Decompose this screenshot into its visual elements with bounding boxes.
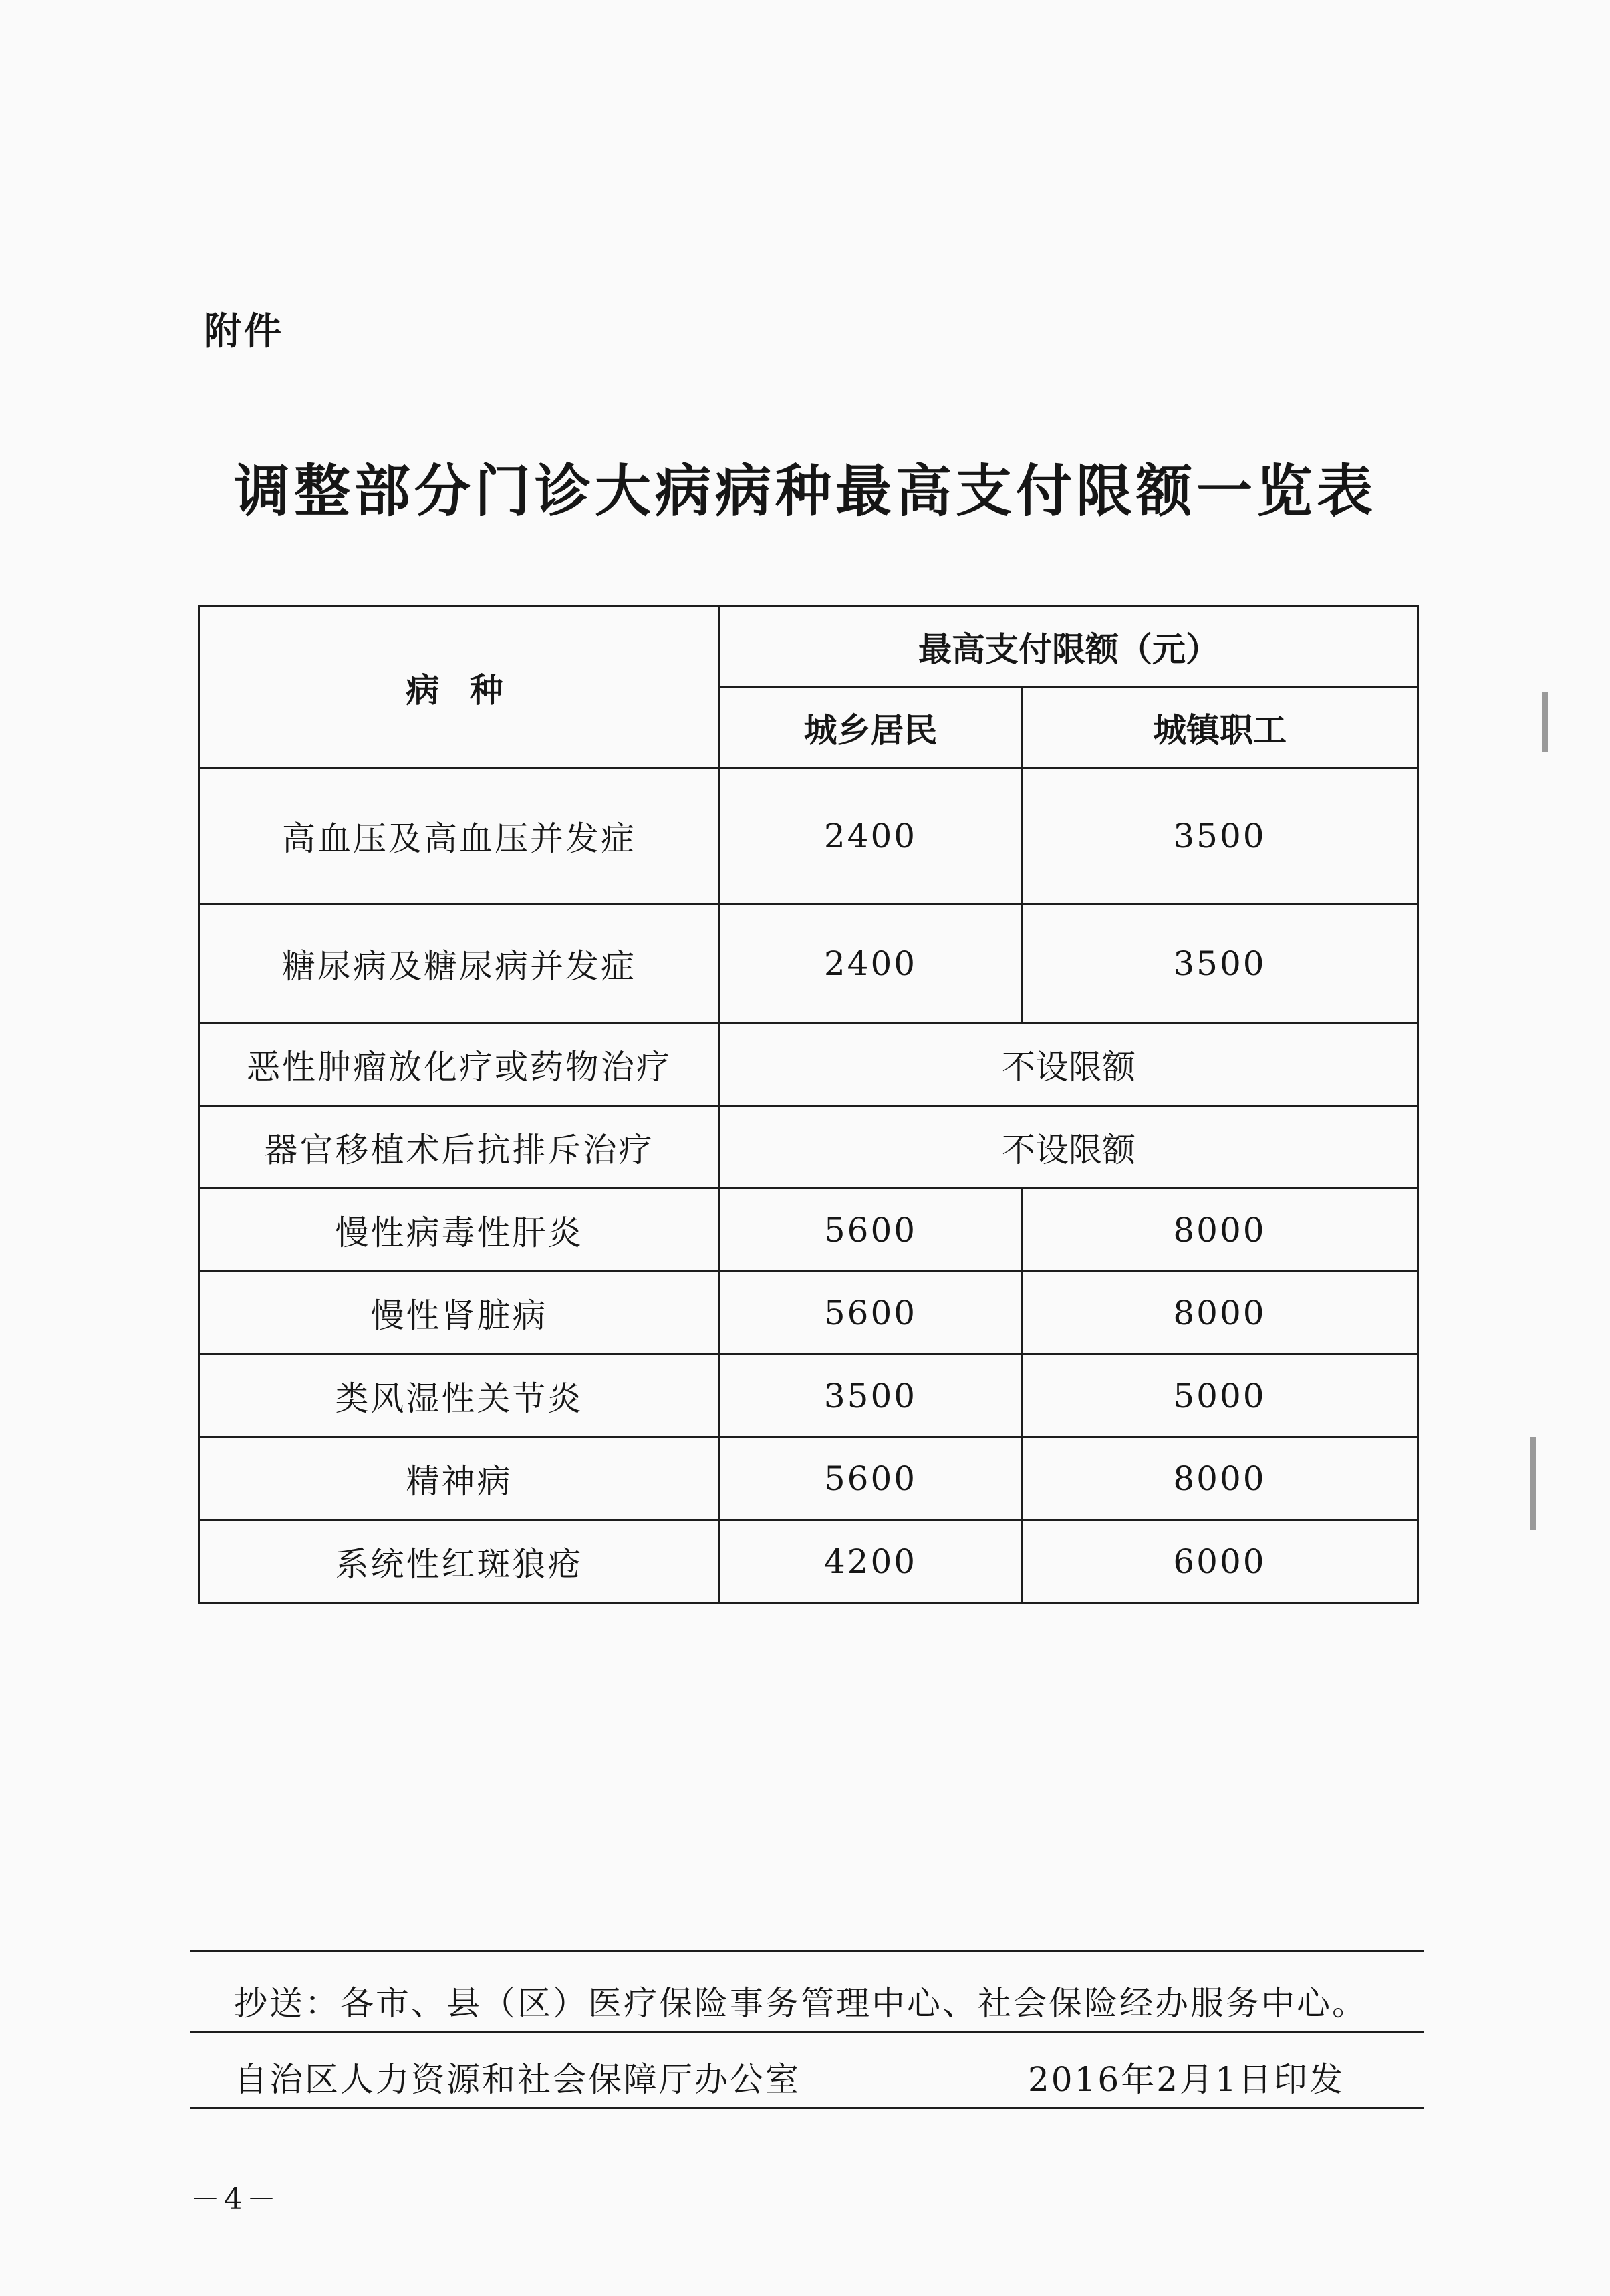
table-row xyxy=(199,1189,1418,1272)
disease-name: 高血压及高血压并发症 xyxy=(199,768,720,904)
table-row xyxy=(199,904,1418,1023)
header-rural-residents: 城乡居民 xyxy=(720,687,1022,768)
rural-limit: 5600 xyxy=(720,1272,1022,1354)
footer-middle-rule xyxy=(190,2031,1424,2033)
header-disease: 病 种 xyxy=(199,607,720,768)
table-row xyxy=(199,1023,1418,1106)
urban-limit: 8000 xyxy=(1022,1437,1418,1520)
urban-limit: 8000 xyxy=(1022,1272,1418,1354)
disease-name: 恶性肿瘤放化疗或药物治疗 xyxy=(199,1023,720,1106)
footer-top-rule xyxy=(190,1950,1424,1952)
cc-line: 抄送：各市、县（区）医疗保险事务管理中心、社会保险经办服务中心。 xyxy=(234,1984,1367,2023)
table-row xyxy=(199,1272,1418,1354)
urban-limit: 8000 xyxy=(1022,1189,1418,1272)
rural-limit: 2400 xyxy=(720,904,1022,1023)
table-header-row xyxy=(199,607,1418,687)
rural-limit: 5600 xyxy=(720,1189,1022,1272)
disease-name: 糖尿病及糖尿病并发症 xyxy=(199,904,720,1023)
issue-date: 2016年2月1日印发 xyxy=(1028,2060,1345,2099)
rural-limit: 2400 xyxy=(720,768,1022,904)
disease-name: 系统性红斑狼疮 xyxy=(199,1520,720,1603)
rural-limit: 3500 xyxy=(720,1354,1022,1437)
rural-limit: 5600 xyxy=(720,1437,1022,1520)
table-row xyxy=(199,1354,1418,1437)
staple-mark-bottom xyxy=(1530,1437,1536,1530)
rural-limit: 4200 xyxy=(720,1520,1022,1603)
urban-limit: 6000 xyxy=(1022,1520,1418,1603)
table-row xyxy=(199,1520,1418,1603)
disease-name: 精神病 xyxy=(199,1437,720,1520)
urban-limit: 5000 xyxy=(1022,1354,1418,1437)
urban-limit: 3500 xyxy=(1022,768,1418,904)
table-row xyxy=(199,1437,1418,1520)
issuing-office: 自治区人力资源和社会保障厅办公室 xyxy=(234,2060,801,2099)
no-limit-cell: 不设限额 xyxy=(720,1106,1418,1189)
disease-name: 器官移植术后抗排斥治疗 xyxy=(199,1106,720,1189)
no-limit-cell: 不设限额 xyxy=(720,1023,1418,1106)
page-title: 调整部分门诊大病病种最高支付限额一览表 xyxy=(233,458,1377,524)
limits-table xyxy=(198,605,1419,1604)
disease-name: 慢性肾脏病 xyxy=(199,1272,720,1354)
page-number: －4－ xyxy=(190,2182,280,2216)
staple-mark-top xyxy=(1542,692,1548,752)
header-max-limit: 最高支付限额（元） xyxy=(720,607,1418,687)
table-row xyxy=(199,768,1418,904)
attachment-label: 附件 xyxy=(204,310,284,353)
header-urban-employees: 城镇职工 xyxy=(1022,687,1418,768)
footer-bottom-rule xyxy=(190,2107,1424,2109)
table-row xyxy=(199,1106,1418,1189)
urban-limit: 3500 xyxy=(1022,904,1418,1023)
disease-name: 类风湿性关节炎 xyxy=(199,1354,720,1437)
disease-name: 慢性病毒性肝炎 xyxy=(199,1189,720,1272)
